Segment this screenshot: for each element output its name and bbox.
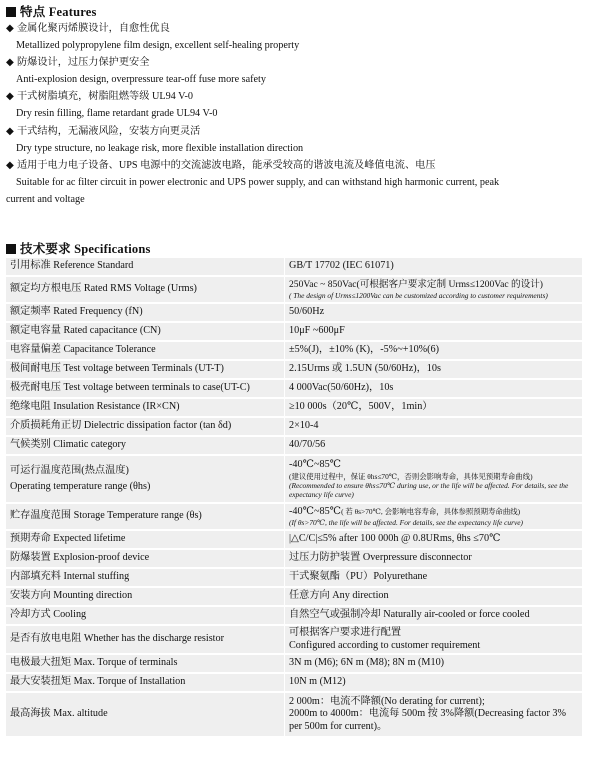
diamond-bullet-icon: ◆: [6, 91, 14, 103]
spec-value: 10μF ~600μF: [285, 322, 583, 341]
spec-label: 内部填充料 Internal stuffing: [6, 568, 285, 587]
table-row: [6, 587, 583, 606]
features-list: [0, 20, 589, 208]
diamond-bullet-icon: ◆: [6, 159, 14, 171]
table-row: [6, 360, 583, 379]
table-row: [6, 276, 583, 303]
spec-label: 电极最大扭矩 Max. Torque of terminals: [6, 654, 285, 673]
feature-item-en: Metallized polypropylene film design, excellent self-healing property: [16, 40, 300, 52]
spec-value: ±5%(J)，±10% (K)，-5%~+10%(6): [285, 341, 583, 360]
spec-value: -40℃~85℃( 若 θs>70℃, 会影响电容寿命，具体参照预期寿命曲线) (If θs>70℃, the life will be affected. For details, see the expectancy life curve): [285, 503, 583, 530]
feature-item-en: Anti-explosion design, overpressure tear-off fuse more safety: [16, 74, 266, 86]
spec-label: 绝缘电阻 Insulation Resistance (IR×CN): [6, 398, 285, 417]
spec-label: 额定电容量 Rated capacitance (CN): [6, 322, 285, 341]
table-row: [6, 436, 583, 455]
spec-value: 2 000m：电流不降额(No derating for current); 2000m to 4000m：电流每 500m 按 3%降额(Decreasing factor 3% per 500m for current)。: [285, 692, 583, 736]
table-row: [6, 673, 583, 692]
spec-label: 冷却方式 Cooling: [6, 606, 285, 625]
table-row: [6, 455, 583, 503]
table-row: [6, 303, 583, 322]
spec-label: 极壳耐电压 Test voltage between terminals to case(UT-C): [6, 379, 285, 398]
spec-label: 额定频率 Rated Frequency (fN): [6, 303, 285, 322]
spec-note: (If θs>70℃, the life will be affected. For details, see the expectancy life curve): [289, 518, 524, 528]
feature-item-en: Dry type structure, no leakage risk, more flexible installation direction: [16, 142, 304, 154]
feature-item-en: Suitable for ac filter circuit in power electronic and UPS power supply, and can withstand high harmonic current, peak: [16, 176, 500, 188]
spec-value: 10N m (M12): [285, 673, 583, 692]
table-row: [6, 625, 583, 654]
spec-label: 最高海拔 Max. altitude: [6, 692, 285, 736]
spec-note: ( The design of Urms≤1200Vac can be customized according to customer requirements): [289, 291, 548, 301]
spec-label: 气候类别 Climatic category: [6, 436, 285, 455]
spec-value: 过压力防护装置 Overpressure disconnector: [285, 549, 583, 568]
feature-item-zh: ◆ 干式结构，无漏液风险，安装方向更灵活: [0, 123, 589, 140]
spec-value: 4 000Vac(50/60Hz)，10s: [285, 379, 583, 398]
spec-value: 2.15Urms 或 1.5UN (50/60Hz)，10s: [285, 360, 583, 379]
table-row: [6, 417, 583, 436]
spec-label: 是否有放电电阻 Whether has the discharge resistor: [6, 625, 285, 654]
feature-item-zh: ◆ 金属化聚丙烯膜设计，自愈性优良: [0, 20, 589, 37]
table-row: [6, 322, 583, 341]
feature-item-zh: ◆ 防爆设计，过压力保护更安全: [0, 54, 589, 71]
spec-label: 极间耐电压 Test voltage between Terminals (UT-T): [6, 360, 285, 379]
spec-value: 40/70/56: [285, 436, 583, 455]
table-row: [6, 692, 583, 736]
table-row: [6, 341, 583, 360]
spec-value: 50/60Hz: [285, 303, 583, 322]
spec-label: 电容量偏差 Capacitance Tolerance: [6, 341, 285, 360]
table-row: [6, 654, 583, 673]
spec-value: GB/T 17702 (IEC 61071): [285, 257, 583, 276]
features-heading: 特点 Features: [6, 2, 97, 20]
feature-item-en: Dry resin filling, flame retardant grade UL94 V-0: [16, 108, 218, 120]
feature-item-zh: ◆ 适用于电力电子设备、UPS 电源中的交流滤波电路，能承受较高的谐波电流及峰值电流、电压: [0, 157, 589, 174]
spec-note: ( 若 θs>70℃, 会影响电容寿命，具体参照预期寿命曲线): [341, 506, 521, 516]
spec-value: -40℃~85℃ (建议使用过程中，保证 θhs≤70℃，否则会影响寿命，具体见预期寿命曲线) (Recommended to ensure θhs≤70℃ during use, or the life will be affected. For details, see the expectancy life curve): [285, 455, 583, 503]
spec-label: 最大安装扭矩 Max. Torque of Installation: [6, 673, 285, 692]
spec-label: 安装方向 Mounting direction: [6, 587, 285, 606]
square-bullet-icon: [6, 244, 16, 254]
spec-label: 防爆装置 Explosion-proof device: [6, 549, 285, 568]
spec-value: 自然空气或强制冷却 Naturally air-cooled or force cooled: [285, 606, 583, 625]
square-bullet-icon: [6, 7, 16, 17]
spec-value: ≥10 000s（20℃，500V，1min）: [285, 398, 583, 417]
spec-label: 介质损耗角正切 Dielectric dissipation factor (tan δd): [6, 417, 285, 436]
spec-value: 干式聚氨酯（PU）Polyurethane: [285, 568, 583, 587]
spec-note: (Recommended to ensure θhs≤70℃ during use, or the life will be affected. For details, see the expectancy life curve): [289, 480, 569, 499]
spec-value: 任意方向 Any direction: [285, 587, 583, 606]
table-row: [6, 549, 583, 568]
spec-label: 额定均方根电压 Rated RMS Voltage (Urms): [6, 276, 285, 303]
spec-value: 2×10-4: [285, 417, 583, 436]
diamond-bullet-icon: ◆: [6, 23, 14, 34]
specs-heading: 技术要求 Specifications: [6, 239, 151, 257]
table-row: [6, 257, 583, 276]
specs-table: [5, 256, 583, 737]
table-row: [6, 568, 583, 587]
spec-label: 预期寿命 Expected lifetime: [6, 530, 285, 549]
spec-note: (建议使用过程中，保证 θhs≤70℃，否则会影响寿命，具体见预期寿命曲线): [289, 471, 533, 481]
table-row: [6, 379, 583, 398]
spec-label: 可运行温度范围(热点温度) Operating temperature range (θhs): [6, 455, 285, 503]
diamond-bullet-icon: ◆: [6, 57, 14, 69]
spec-value: |△C/C|≤5% after 100 000h @ 0.8URms, θhs ≤70℃: [285, 530, 583, 549]
table-row: [6, 398, 583, 417]
table-row: [6, 530, 583, 549]
spec-value: 可根据客户要求进行配置 Configured according to customer requirement: [285, 625, 583, 654]
feature-item-en-continued: current and voltage: [6, 193, 85, 205]
feature-item-zh: ◆ 干式树脂填充，树脂阻燃等级 UL94 V-0: [0, 88, 589, 105]
table-row: [6, 503, 583, 530]
spec-value: 3N m (M6); 6N m (M8); 8N m (M10): [285, 654, 583, 673]
spec-label: 贮存温度范围 Storage Temperature range (θs): [6, 503, 285, 530]
spec-value: 250Vac ~ 850Vac(可根据客户要求定制 Urms≤1200Vac 的设计) ( The design of Urms≤1200Vac can be customized according to customer requirements): [285, 276, 583, 303]
table-row: [6, 606, 583, 625]
spec-label: 引用标准 Reference Standard: [6, 257, 285, 276]
diamond-bullet-icon: ◆: [6, 125, 14, 137]
